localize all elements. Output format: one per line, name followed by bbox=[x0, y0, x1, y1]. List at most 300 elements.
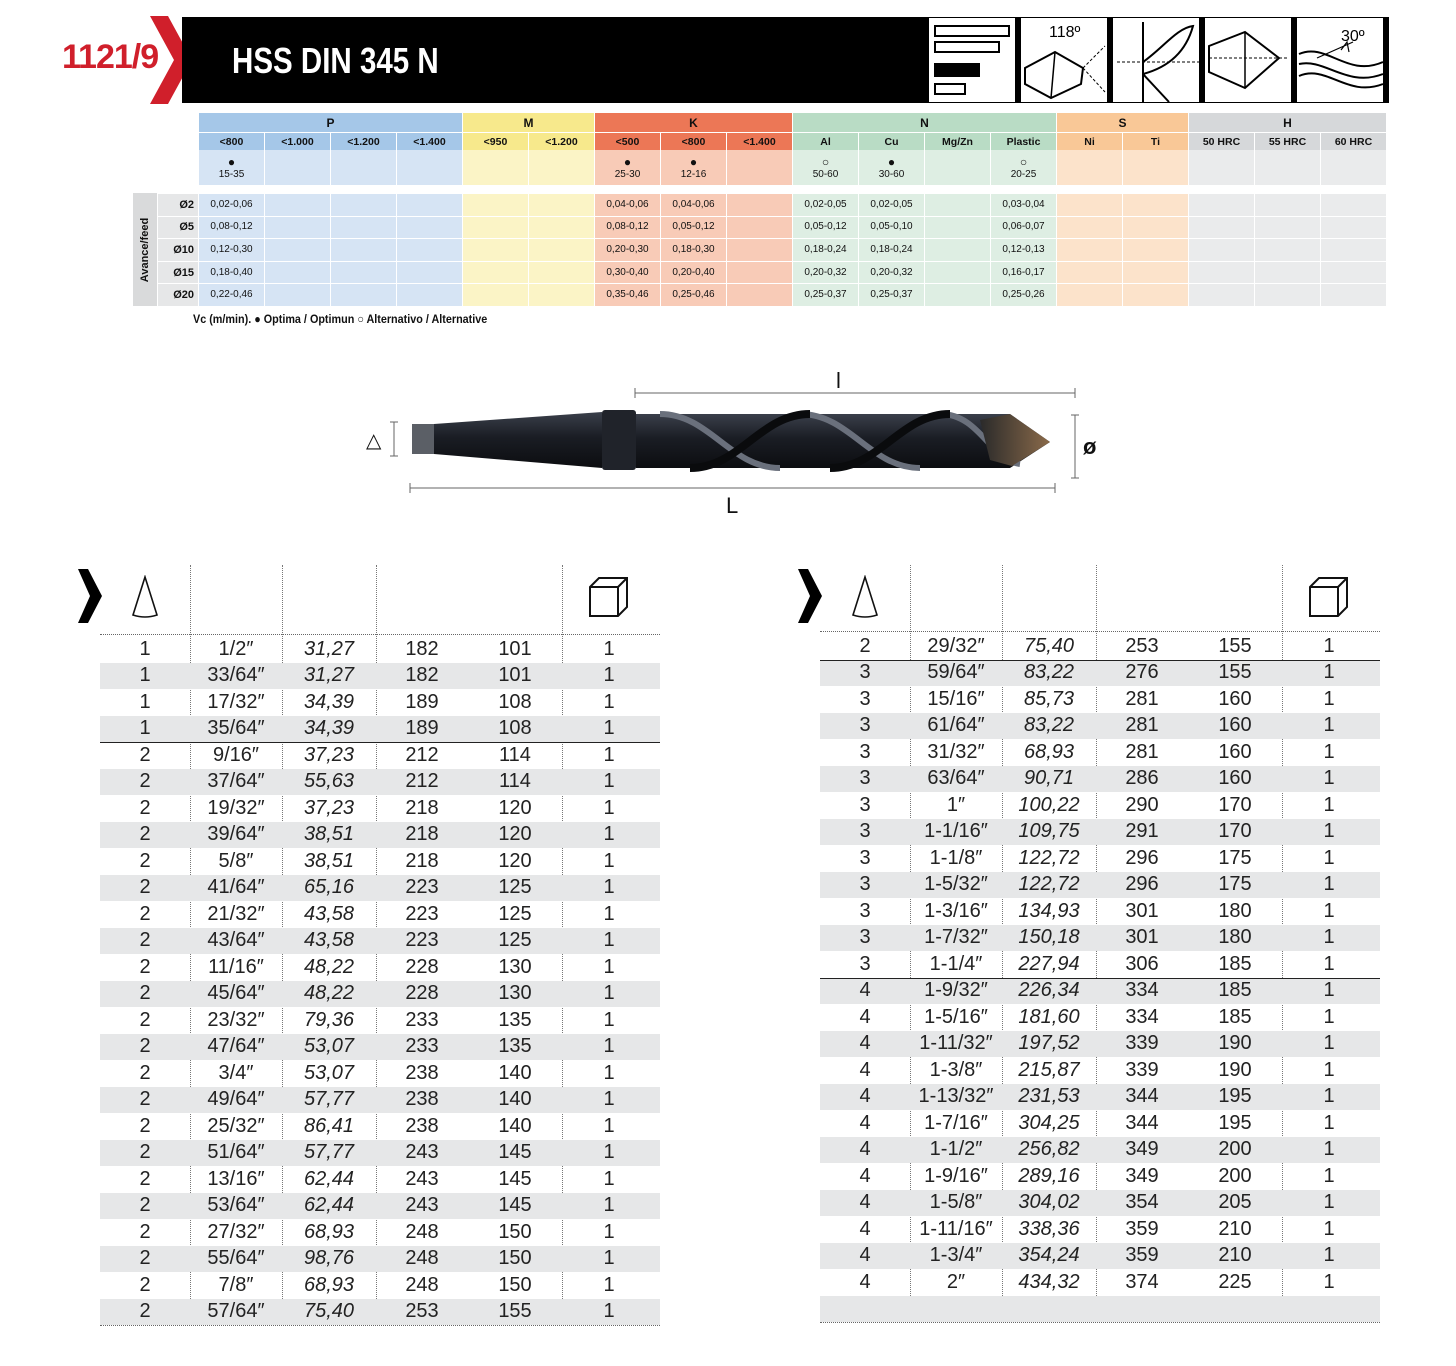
price-cell: 304,25 bbox=[1018, 1111, 1080, 1134]
diameter-cell: 25/32″ bbox=[207, 1114, 265, 1137]
diameter-cell: 1″ bbox=[946, 793, 966, 816]
length-series-icon bbox=[928, 17, 1016, 103]
feed-cell bbox=[1057, 284, 1122, 306]
table-row bbox=[100, 928, 660, 955]
table-row bbox=[100, 1246, 660, 1273]
feed-cell: 0,02-0,05 bbox=[793, 194, 858, 216]
taper-cell: 4 bbox=[859, 979, 871, 1002]
length-cell: 218 bbox=[405, 849, 439, 872]
quantity-cell: 1 bbox=[603, 929, 615, 952]
row-chevron-icon bbox=[78, 569, 102, 623]
speed-cell bbox=[1321, 150, 1386, 185]
material-subheader: 55 HRC bbox=[1255, 133, 1320, 150]
quantity-cell: 1 bbox=[603, 1141, 615, 1164]
taper-cell: 2 bbox=[139, 982, 151, 1005]
diameter-cell: 55/64″ bbox=[207, 1247, 265, 1270]
feed-cell: 0,25-0,37 bbox=[793, 284, 858, 306]
table-row bbox=[100, 689, 660, 716]
material-subheader: <1.200 bbox=[331, 133, 396, 150]
quantity-cell: 1 bbox=[1323, 820, 1335, 843]
taper-cell: 3 bbox=[859, 952, 871, 975]
taper-label: △ bbox=[366, 430, 382, 452]
flute-length-cell: 130 bbox=[498, 982, 532, 1005]
suitability-mark: ● bbox=[887, 154, 896, 169]
feed-cell bbox=[265, 217, 330, 239]
flute-length-cell: 101 bbox=[498, 664, 532, 687]
cutting-speed: 12-16 bbox=[680, 168, 707, 180]
quantity-cell: 1 bbox=[1323, 952, 1335, 975]
length-cell: 233 bbox=[405, 1008, 439, 1031]
morse-taper-icon bbox=[130, 575, 160, 619]
feed-cell bbox=[1057, 194, 1122, 216]
price-cell: 62,44 bbox=[303, 1194, 355, 1217]
diameter-cell: 7/8″ bbox=[218, 1273, 254, 1296]
feed-cell: 0,25-0,37 bbox=[859, 284, 924, 306]
length-cell: 301 bbox=[1125, 899, 1159, 922]
diameter-cell: 1-7/32″ bbox=[924, 926, 988, 949]
taper-cell: 3 bbox=[859, 846, 871, 869]
feed-cell bbox=[529, 262, 594, 284]
taper-cell: 2 bbox=[139, 1088, 151, 1111]
package-quantity-icon bbox=[1307, 575, 1351, 619]
quantity-cell: 1 bbox=[603, 1247, 615, 1270]
price-cell: 122,72 bbox=[1018, 873, 1080, 896]
feed-cell bbox=[1189, 194, 1254, 216]
length-cell: 238 bbox=[405, 1114, 439, 1137]
price-cell: 226,34 bbox=[1018, 979, 1080, 1002]
diameter-cell: 47/64″ bbox=[207, 1035, 265, 1058]
feed-cell bbox=[1255, 262, 1320, 284]
speed-cell bbox=[991, 150, 1056, 185]
group-divider bbox=[820, 978, 1380, 979]
price-cell: 31,27 bbox=[303, 637, 355, 660]
flute-length-cell: 200 bbox=[1218, 1138, 1252, 1161]
price-cell: 38,51 bbox=[303, 823, 355, 846]
cutting-speed: 30-60 bbox=[878, 168, 905, 180]
material-group-k: K bbox=[595, 113, 792, 132]
taper-cell: 2 bbox=[139, 876, 151, 899]
taper-cell: 3 bbox=[859, 687, 871, 710]
feed-cell: 0,05-0,10 bbox=[859, 217, 924, 239]
price-cell: 100,22 bbox=[1018, 793, 1080, 816]
diameter-cell: 1-1/4″ bbox=[929, 952, 983, 975]
length-cell: 223 bbox=[405, 902, 439, 925]
material-group-p: P bbox=[199, 113, 462, 132]
taper-cell: 3 bbox=[859, 740, 871, 763]
diameter-cell: 41/64″ bbox=[207, 876, 265, 899]
diameter-cell: 37/64″ bbox=[207, 770, 265, 793]
taper-cell: 2 bbox=[139, 1273, 151, 1296]
feed-cell bbox=[1321, 239, 1386, 261]
feed-cell: 0,02-0,06 bbox=[199, 194, 264, 216]
feed-cell bbox=[1123, 262, 1188, 284]
table-bottom-rule bbox=[820, 1322, 1380, 1323]
flute-length-cell: 135 bbox=[498, 1035, 532, 1058]
point-angle-label: 118º bbox=[1049, 24, 1081, 41]
flute-length-cell: 101 bbox=[498, 637, 532, 660]
taper-cell: 3 bbox=[859, 926, 871, 949]
length-cell: 290 bbox=[1125, 793, 1159, 816]
flute-length-cell: 155 bbox=[498, 1300, 532, 1323]
feed-cell bbox=[1321, 284, 1386, 306]
flute-length-cell: 108 bbox=[498, 717, 532, 740]
header-separator bbox=[100, 634, 660, 635]
diameter-label: ø bbox=[1083, 434, 1097, 459]
flute-length-cell: 125 bbox=[498, 902, 532, 925]
length-cell: 344 bbox=[1125, 1085, 1159, 1108]
material-subheader: <800 bbox=[661, 133, 726, 150]
flute-length-cell: 120 bbox=[498, 823, 532, 846]
feed-diameter: Ø10 bbox=[158, 239, 198, 261]
flute-length-cell: 210 bbox=[1218, 1244, 1252, 1267]
taper-cell: 4 bbox=[859, 1085, 871, 1108]
feed-cell bbox=[1057, 217, 1122, 239]
feed-cell bbox=[925, 194, 990, 216]
feed-cell bbox=[397, 217, 462, 239]
price-cell: 215,87 bbox=[1018, 1058, 1080, 1081]
quantity-cell: 1 bbox=[1323, 1270, 1335, 1293]
taper-cell: 3 bbox=[859, 899, 871, 922]
quantity-cell: 1 bbox=[1323, 1111, 1335, 1134]
price-cell: 231,53 bbox=[1018, 1085, 1080, 1108]
length-cell: 296 bbox=[1125, 873, 1159, 896]
feed-cell bbox=[1255, 194, 1320, 216]
feed-cell bbox=[529, 239, 594, 261]
taper-cell: 4 bbox=[859, 1244, 871, 1267]
flute-length-cell: 160 bbox=[1218, 714, 1252, 737]
table-row bbox=[820, 633, 1380, 660]
material-group-n: N bbox=[793, 113, 1056, 132]
taper-cell: 4 bbox=[859, 1111, 871, 1134]
quantity-cell: 1 bbox=[1323, 1244, 1335, 1267]
feed-side-label bbox=[133, 193, 157, 306]
helix-angle-icon bbox=[1296, 17, 1384, 103]
taper-cell: 3 bbox=[859, 793, 871, 816]
quantity-cell: 1 bbox=[1323, 926, 1335, 949]
feed-cell bbox=[331, 194, 396, 216]
diameter-cell: 57/64″ bbox=[207, 1300, 265, 1323]
table-row bbox=[820, 951, 1380, 978]
table-row bbox=[820, 819, 1380, 846]
speed-cell bbox=[595, 150, 660, 185]
price-cell: 79,36 bbox=[303, 1008, 355, 1031]
feed-cell: 0,18-0,40 bbox=[199, 262, 264, 284]
flute-length-cell: 140 bbox=[498, 1114, 532, 1137]
diameter-cell bbox=[910, 1296, 1002, 1323]
diameter-cell: 15/16″ bbox=[927, 687, 985, 710]
length-cell: 301 bbox=[1125, 926, 1159, 949]
feed-cell: 0,18-0,30 bbox=[661, 239, 726, 261]
quantity-cell: 1 bbox=[1323, 1217, 1335, 1240]
length-cell: 339 bbox=[1125, 1058, 1159, 1081]
length-cell: 212 bbox=[405, 743, 439, 766]
material-subheader: Ti bbox=[1123, 133, 1188, 150]
taper-cell: 1 bbox=[139, 717, 151, 740]
split-point-icon bbox=[1112, 17, 1200, 103]
taper-cell: 2 bbox=[139, 1035, 151, 1058]
diameter-cell: 59/64″ bbox=[927, 661, 985, 684]
drill-figure bbox=[360, 360, 1120, 520]
price-cell: 38,51 bbox=[303, 849, 355, 872]
quantity-cell: 1 bbox=[1323, 1085, 1335, 1108]
feed-cell bbox=[1255, 217, 1320, 239]
quantity-cell: 1 bbox=[1323, 740, 1335, 763]
table-row bbox=[820, 925, 1380, 952]
taper-cell: 2 bbox=[139, 1114, 151, 1137]
table-row bbox=[820, 1057, 1380, 1084]
quantity-cell: 1 bbox=[603, 1167, 615, 1190]
speed-cell bbox=[661, 150, 726, 185]
table-row bbox=[100, 1087, 660, 1114]
quantity-cell: 1 bbox=[603, 1194, 615, 1217]
flute-length-cell: 140 bbox=[498, 1061, 532, 1084]
feed-cell bbox=[529, 284, 594, 306]
speed-cell bbox=[199, 150, 264, 185]
flute-length-cell: 145 bbox=[498, 1194, 532, 1217]
feed-cell bbox=[1189, 284, 1254, 306]
quantity-cell: 1 bbox=[603, 637, 615, 660]
taper-cell: 2 bbox=[139, 1141, 151, 1164]
feed-cell: 0,20-0,40 bbox=[661, 262, 726, 284]
feed-cell bbox=[463, 239, 528, 261]
diameter-cell: 17/32″ bbox=[207, 690, 265, 713]
flute-length-cell: 114 bbox=[499, 743, 531, 766]
feed-cell: 0,20-0,32 bbox=[859, 262, 924, 284]
suitability-mark: ○ bbox=[821, 154, 830, 169]
price-cell: 68,93 bbox=[1023, 740, 1075, 763]
taper-cell: 2 bbox=[139, 1220, 151, 1243]
diameter-cell: 1-1/8″ bbox=[929, 846, 983, 869]
flute-length-cell: 195 bbox=[1218, 1111, 1252, 1134]
feed-cell bbox=[925, 217, 990, 239]
feed-cell bbox=[265, 284, 330, 306]
feed-cell bbox=[1321, 217, 1386, 239]
taper-cell: 4 bbox=[859, 1058, 871, 1081]
taper-cell: 3 bbox=[859, 820, 871, 843]
feed-cell bbox=[727, 217, 792, 239]
speed-cell bbox=[1123, 150, 1188, 185]
flute-length-cell: 114 bbox=[499, 770, 531, 793]
price-cell: 109,75 bbox=[1018, 820, 1080, 843]
price-cell: 85,73 bbox=[1023, 687, 1075, 710]
diameter-cell: 21/32″ bbox=[207, 902, 265, 925]
material-subheader: Al bbox=[793, 133, 858, 150]
flute-length-cell: 185 bbox=[1218, 952, 1252, 975]
flute-length-cell: 170 bbox=[1218, 793, 1252, 816]
flute-length-cell: 180 bbox=[1218, 926, 1252, 949]
table-row bbox=[100, 1140, 660, 1167]
table-row bbox=[820, 978, 1380, 1005]
length-cell: 182 bbox=[405, 664, 439, 687]
speed-cell bbox=[1189, 150, 1254, 185]
feed-cell bbox=[925, 284, 990, 306]
feed-cell: 0,04-0,06 bbox=[661, 194, 726, 216]
material-subheader: <1.400 bbox=[727, 133, 792, 150]
feed-cell bbox=[1189, 262, 1254, 284]
suitability-mark: ○ bbox=[1019, 154, 1028, 169]
feed-diameter: Ø5 bbox=[158, 217, 198, 239]
price-cell: 75,40 bbox=[1023, 634, 1075, 657]
length-cell: 344 bbox=[1125, 1111, 1159, 1134]
flute-length-cell bbox=[1188, 1296, 1282, 1323]
table-row bbox=[100, 742, 660, 769]
feed-cell bbox=[1189, 239, 1254, 261]
feed-cell: 0,04-0,06 bbox=[595, 194, 660, 216]
table-row bbox=[100, 981, 660, 1008]
speed-cell bbox=[397, 150, 462, 185]
diameter-cell: 31/32″ bbox=[927, 740, 985, 763]
table-row bbox=[820, 660, 1380, 687]
price-cell: 83,22 bbox=[1023, 661, 1075, 684]
price-cell: 48,22 bbox=[303, 982, 355, 1005]
taper-cell: 2 bbox=[139, 743, 151, 766]
quantity-cell: 1 bbox=[603, 1273, 615, 1296]
table-row bbox=[820, 1269, 1380, 1296]
speed-cell bbox=[859, 150, 924, 185]
table-row bbox=[100, 875, 660, 902]
price-cell: 62,44 bbox=[303, 1167, 355, 1190]
price-cell: 43,58 bbox=[303, 902, 355, 925]
diameter-cell: 11/16″ bbox=[208, 955, 264, 978]
table-row bbox=[100, 848, 660, 875]
length-cell: 253 bbox=[1125, 634, 1159, 657]
table-row bbox=[100, 822, 660, 849]
flute-length-cell: 145 bbox=[498, 1141, 532, 1164]
diameter-cell: 51/64″ bbox=[207, 1141, 265, 1164]
price-cell: 37,23 bbox=[303, 796, 355, 819]
table-row bbox=[100, 663, 660, 690]
material-group-m: M bbox=[463, 113, 594, 132]
table-row bbox=[820, 1243, 1380, 1270]
price-cell: 150,18 bbox=[1018, 926, 1080, 949]
feed-cell bbox=[1321, 194, 1386, 216]
flute-length-cell: 190 bbox=[1218, 1032, 1252, 1055]
quantity-cell: 1 bbox=[1323, 714, 1335, 737]
feed-cell: 0,35-0,46 bbox=[595, 284, 660, 306]
diameter-cell: 29/32″ bbox=[927, 634, 985, 657]
flute-length-cell: 130 bbox=[498, 955, 532, 978]
material-subheader: <950 bbox=[463, 133, 528, 150]
diameter-cell: 1/2″ bbox=[218, 637, 254, 660]
price-cell: 57,77 bbox=[303, 1141, 355, 1164]
table-row bbox=[820, 713, 1380, 740]
table-row bbox=[100, 1060, 660, 1087]
feed-cell: 0,06-0,07 bbox=[991, 217, 1056, 239]
table-row bbox=[820, 898, 1380, 925]
diameter-cell: 1-11/16″ bbox=[919, 1217, 993, 1240]
price-cell: 98,76 bbox=[303, 1247, 355, 1270]
quantity-cell: 1 bbox=[603, 717, 615, 740]
table-row bbox=[820, 1084, 1380, 1111]
table-row bbox=[100, 1034, 660, 1061]
length-cell: 248 bbox=[405, 1247, 439, 1270]
material-subheader: Mg/Zn bbox=[925, 133, 990, 150]
diameter-cell: 23/32″ bbox=[207, 1008, 265, 1031]
quantity-cell: 1 bbox=[603, 796, 615, 819]
length-cell: 359 bbox=[1125, 1244, 1159, 1267]
table-row bbox=[100, 1272, 660, 1299]
taper-cell: 2 bbox=[139, 1061, 151, 1084]
feed-cell: 0,08-0,12 bbox=[595, 217, 660, 239]
quantity-cell: 1 bbox=[1323, 687, 1335, 710]
length-cell: 233 bbox=[405, 1035, 439, 1058]
feed-cell bbox=[463, 194, 528, 216]
flute-length-cell: 180 bbox=[1218, 899, 1252, 922]
taper-cell bbox=[820, 1296, 910, 1323]
table-row bbox=[820, 739, 1380, 766]
quantity-cell: 1 bbox=[603, 1061, 615, 1084]
table-row bbox=[100, 1219, 660, 1246]
price-cell: 65,16 bbox=[303, 876, 355, 899]
diameter-cell: 1-3/4″ bbox=[929, 1244, 983, 1267]
diameter-cell: 9/16″ bbox=[212, 743, 259, 766]
feed-cell bbox=[265, 262, 330, 284]
taper-cell: 2 bbox=[139, 1008, 151, 1031]
table-row bbox=[820, 1110, 1380, 1137]
length-cell: 349 bbox=[1125, 1164, 1159, 1187]
length-cell: 248 bbox=[405, 1220, 439, 1243]
table-row bbox=[820, 1031, 1380, 1058]
table-row bbox=[100, 636, 660, 663]
material-subheader: <800 bbox=[199, 133, 264, 150]
flute-length-cell: 160 bbox=[1218, 740, 1252, 763]
suitability-mark: ● bbox=[623, 154, 632, 169]
taper-cell: 4 bbox=[859, 1032, 871, 1055]
taper-cell: 2 bbox=[139, 849, 151, 872]
page-title: HSS DIN 345 N bbox=[232, 40, 439, 81]
quantity-cell: 1 bbox=[1323, 1032, 1335, 1055]
diameter-cell: 27/32″ bbox=[207, 1220, 265, 1243]
feed-cell: 0,03-0,04 bbox=[991, 194, 1056, 216]
taper-cell: 2 bbox=[139, 796, 151, 819]
taper-cell: 4 bbox=[859, 1217, 871, 1240]
diameter-cell: 13/16″ bbox=[207, 1167, 265, 1190]
length-cell: 238 bbox=[405, 1061, 439, 1084]
flute-length-cell: 195 bbox=[1218, 1085, 1252, 1108]
length-cell: 218 bbox=[405, 796, 439, 819]
length-cell: 189 bbox=[405, 717, 439, 740]
quantity-cell: 1 bbox=[603, 770, 615, 793]
diameter-cell: 1-3/16″ bbox=[924, 899, 988, 922]
length-cell: 334 bbox=[1125, 979, 1159, 1002]
flute-length-cell: 175 bbox=[1218, 846, 1252, 869]
feed-label: Avance/feed bbox=[139, 217, 151, 282]
table-row bbox=[820, 1296, 1380, 1323]
table-row bbox=[100, 1193, 660, 1220]
price-cell: 181,60 bbox=[1018, 1005, 1080, 1028]
taper-cell: 2 bbox=[139, 955, 151, 978]
price-cell: 53,07 bbox=[303, 1061, 355, 1084]
feed-cell bbox=[331, 217, 396, 239]
price-cell bbox=[1002, 1296, 1096, 1323]
table-row bbox=[100, 769, 660, 796]
diameter-cell: 1-1/16″ bbox=[924, 820, 988, 843]
diameter-cell: 1-3/8″ bbox=[929, 1058, 983, 1081]
quantity-cell bbox=[1282, 1296, 1376, 1323]
morse-taper-icon bbox=[850, 575, 880, 619]
flute-length-cell: 175 bbox=[1218, 873, 1252, 896]
quantity-cell: 1 bbox=[603, 1035, 615, 1058]
taper-cell: 2 bbox=[139, 929, 151, 952]
quantity-cell: 1 bbox=[1323, 1164, 1335, 1187]
suitability-mark: ● bbox=[227, 154, 236, 169]
feed-cell bbox=[727, 194, 792, 216]
price-cell: 256,82 bbox=[1018, 1138, 1080, 1161]
taper-cell: 2 bbox=[139, 823, 151, 846]
flute-length-cell: 160 bbox=[1218, 687, 1252, 710]
row-chevron-icon bbox=[798, 569, 822, 623]
quantity-cell: 1 bbox=[603, 955, 615, 978]
